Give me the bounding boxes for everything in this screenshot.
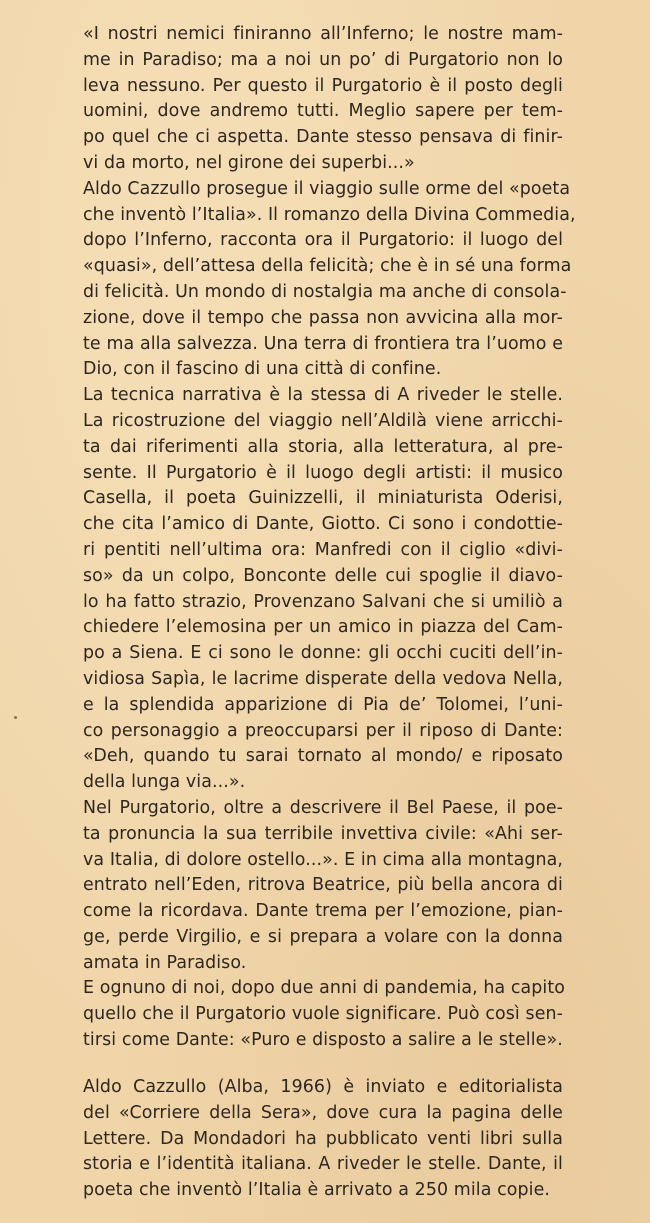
blurb-line: come la ricordava. Dante trema per l’emozione, pian- — [83, 901, 563, 922]
blurb-line: E ognuno di noi, dopo due anni di pandemia, ha capito — [83, 978, 566, 999]
blurb-line: tirsi come Dante: «Puro e disposto a salire a le stelle». — [83, 1030, 563, 1051]
blurb-line: di felicità. Un mondo di nostalgia ma anche di consola- — [83, 281, 567, 302]
blurb-line: po quel che ci aspetta. Dante stesso pensava di finir- — [83, 127, 563, 148]
author-bio — [83, 1075, 563, 1204]
blurb-line: va Italia, di dolore ostello...». E in cima alla montagna, — [83, 849, 563, 870]
blurb-line: ta dai riferimenti alla storia, alla letteratura, al pre- — [83, 436, 563, 457]
author-bio-line: Aldo Cazzullo (Alba, 1966) è inviato e editorialista — [83, 1077, 563, 1097]
blurb-line: Aldo Cazzullo prosegue il viaggio sulle orme del «poeta — [83, 178, 571, 199]
blurb-line: vidiosa Sapìa, le lacrime disperate della vedova Nella, — [83, 668, 563, 689]
blurb-line: po a Siena. E ci sono le donne: gli occhi cuciti dell’in- — [83, 643, 563, 664]
blurb-line: quello che il Purgatorio vuole significare. Può così sen- — [83, 1004, 563, 1025]
blurb-line: Dio, con il fascino di una città di confine. — [83, 359, 442, 380]
author-bio-line: Lettere. Da Mondadori ha pubblicato venti libri sulla — [83, 1128, 563, 1149]
blurb-line: zione, dove il tempo che passa non avvicina alla mor- — [83, 307, 563, 328]
blurb-line: entrato nell’Eden, ritrova Beatrice, più bella ancora di — [83, 875, 563, 896]
blurb-line: ta pronuncia la sua terribile invettiva civile: «Ahi ser- — [83, 823, 563, 844]
blurb-line: Casella, il poeta Guinizzelli, il miniaturista Oderisi, — [83, 488, 563, 509]
paper-speck — [14, 716, 17, 719]
blurb-line: e la splendida apparizione di Pia de’ Tolomei, l’uni- — [83, 694, 563, 715]
blurb-line: sente. Il Purgatorio è il luogo degli artisti: il musico — [83, 462, 563, 483]
blurb-line: ge, perde Virgilio, e si prepara a volare con la donna — [83, 926, 563, 947]
blurb-line: «Deh, quando tu sarai tornato al mondo/ e riposato — [83, 746, 563, 767]
blurb-line: chiedere l’elemosina per un amico in piazza del Cam- — [83, 617, 563, 638]
blurb-line: so» da un colpo, Bonconte delle cui spoglie il diavo- — [83, 565, 563, 586]
blurb-text — [83, 22, 576, 1054]
blurb-line: te ma alla salvezza. Una terra di frontiera tra l’uomo e — [83, 333, 563, 354]
blurb-line: Nel Purgatorio, oltre a descrivere il Bel Paese, il poe- — [83, 797, 563, 818]
blurb-line: me in Paradiso; ma a noi un po’ di Purgatorio non lo — [83, 49, 563, 70]
blurb-line: ri pentiti nell’ultima ora: Manfredi con il ciglio «divi- — [83, 539, 563, 560]
blurb-line: che inventò l’Italia». Il romanzo della Divina Commedia, — [83, 204, 576, 225]
blurb-line: leva nessuno. Per questo il Purgatorio è il posto degli — [83, 75, 563, 96]
blurb-line: co personaggio a preoccuparsi per il riposo di Dante: — [83, 720, 563, 741]
blurb-line: vi da morto, nel girone dei superbi...» — [83, 152, 415, 173]
blurb-line: amata in Paradiso. — [83, 952, 247, 973]
blurb-line: La ricostruzione del viaggio nell’Aldilà viene arricchi- — [83, 410, 563, 431]
author-bio-line: del «Corriere della Sera», dove cura la pagina delle — [83, 1102, 563, 1123]
blurb-line: della lunga via...». — [83, 772, 246, 793]
blurb-line: «I nostri nemici finiranno all’Inferno; le nostre mam- — [83, 24, 563, 44]
blurb-line: lo ha fatto strazio, Provenzano Salvani che si umiliò a — [83, 591, 563, 612]
author-bio-line: poeta che inventò l’Italia è arrivato a 250 mila copie. — [83, 1180, 550, 1201]
author-bio-line: storia e l’identità italiana. A riveder le stelle. Dante, il — [83, 1154, 563, 1175]
blurb-line: «quasi», dell’attesa della felicità; che è in sé una forma — [83, 256, 572, 277]
blurb-line: che cita l’amico di Dante, Giotto. Ci sono i condottie- — [83, 514, 563, 535]
blurb-line: La tecnica narrativa è la stessa di A riveder le stelle. — [83, 385, 563, 406]
blurb-line: dopo l’Inferno, racconta ora il Purgatorio: il luogo del — [83, 230, 563, 251]
blurb-line: uomini, dove andremo tutti. Meglio sapere per tem- — [83, 101, 563, 122]
